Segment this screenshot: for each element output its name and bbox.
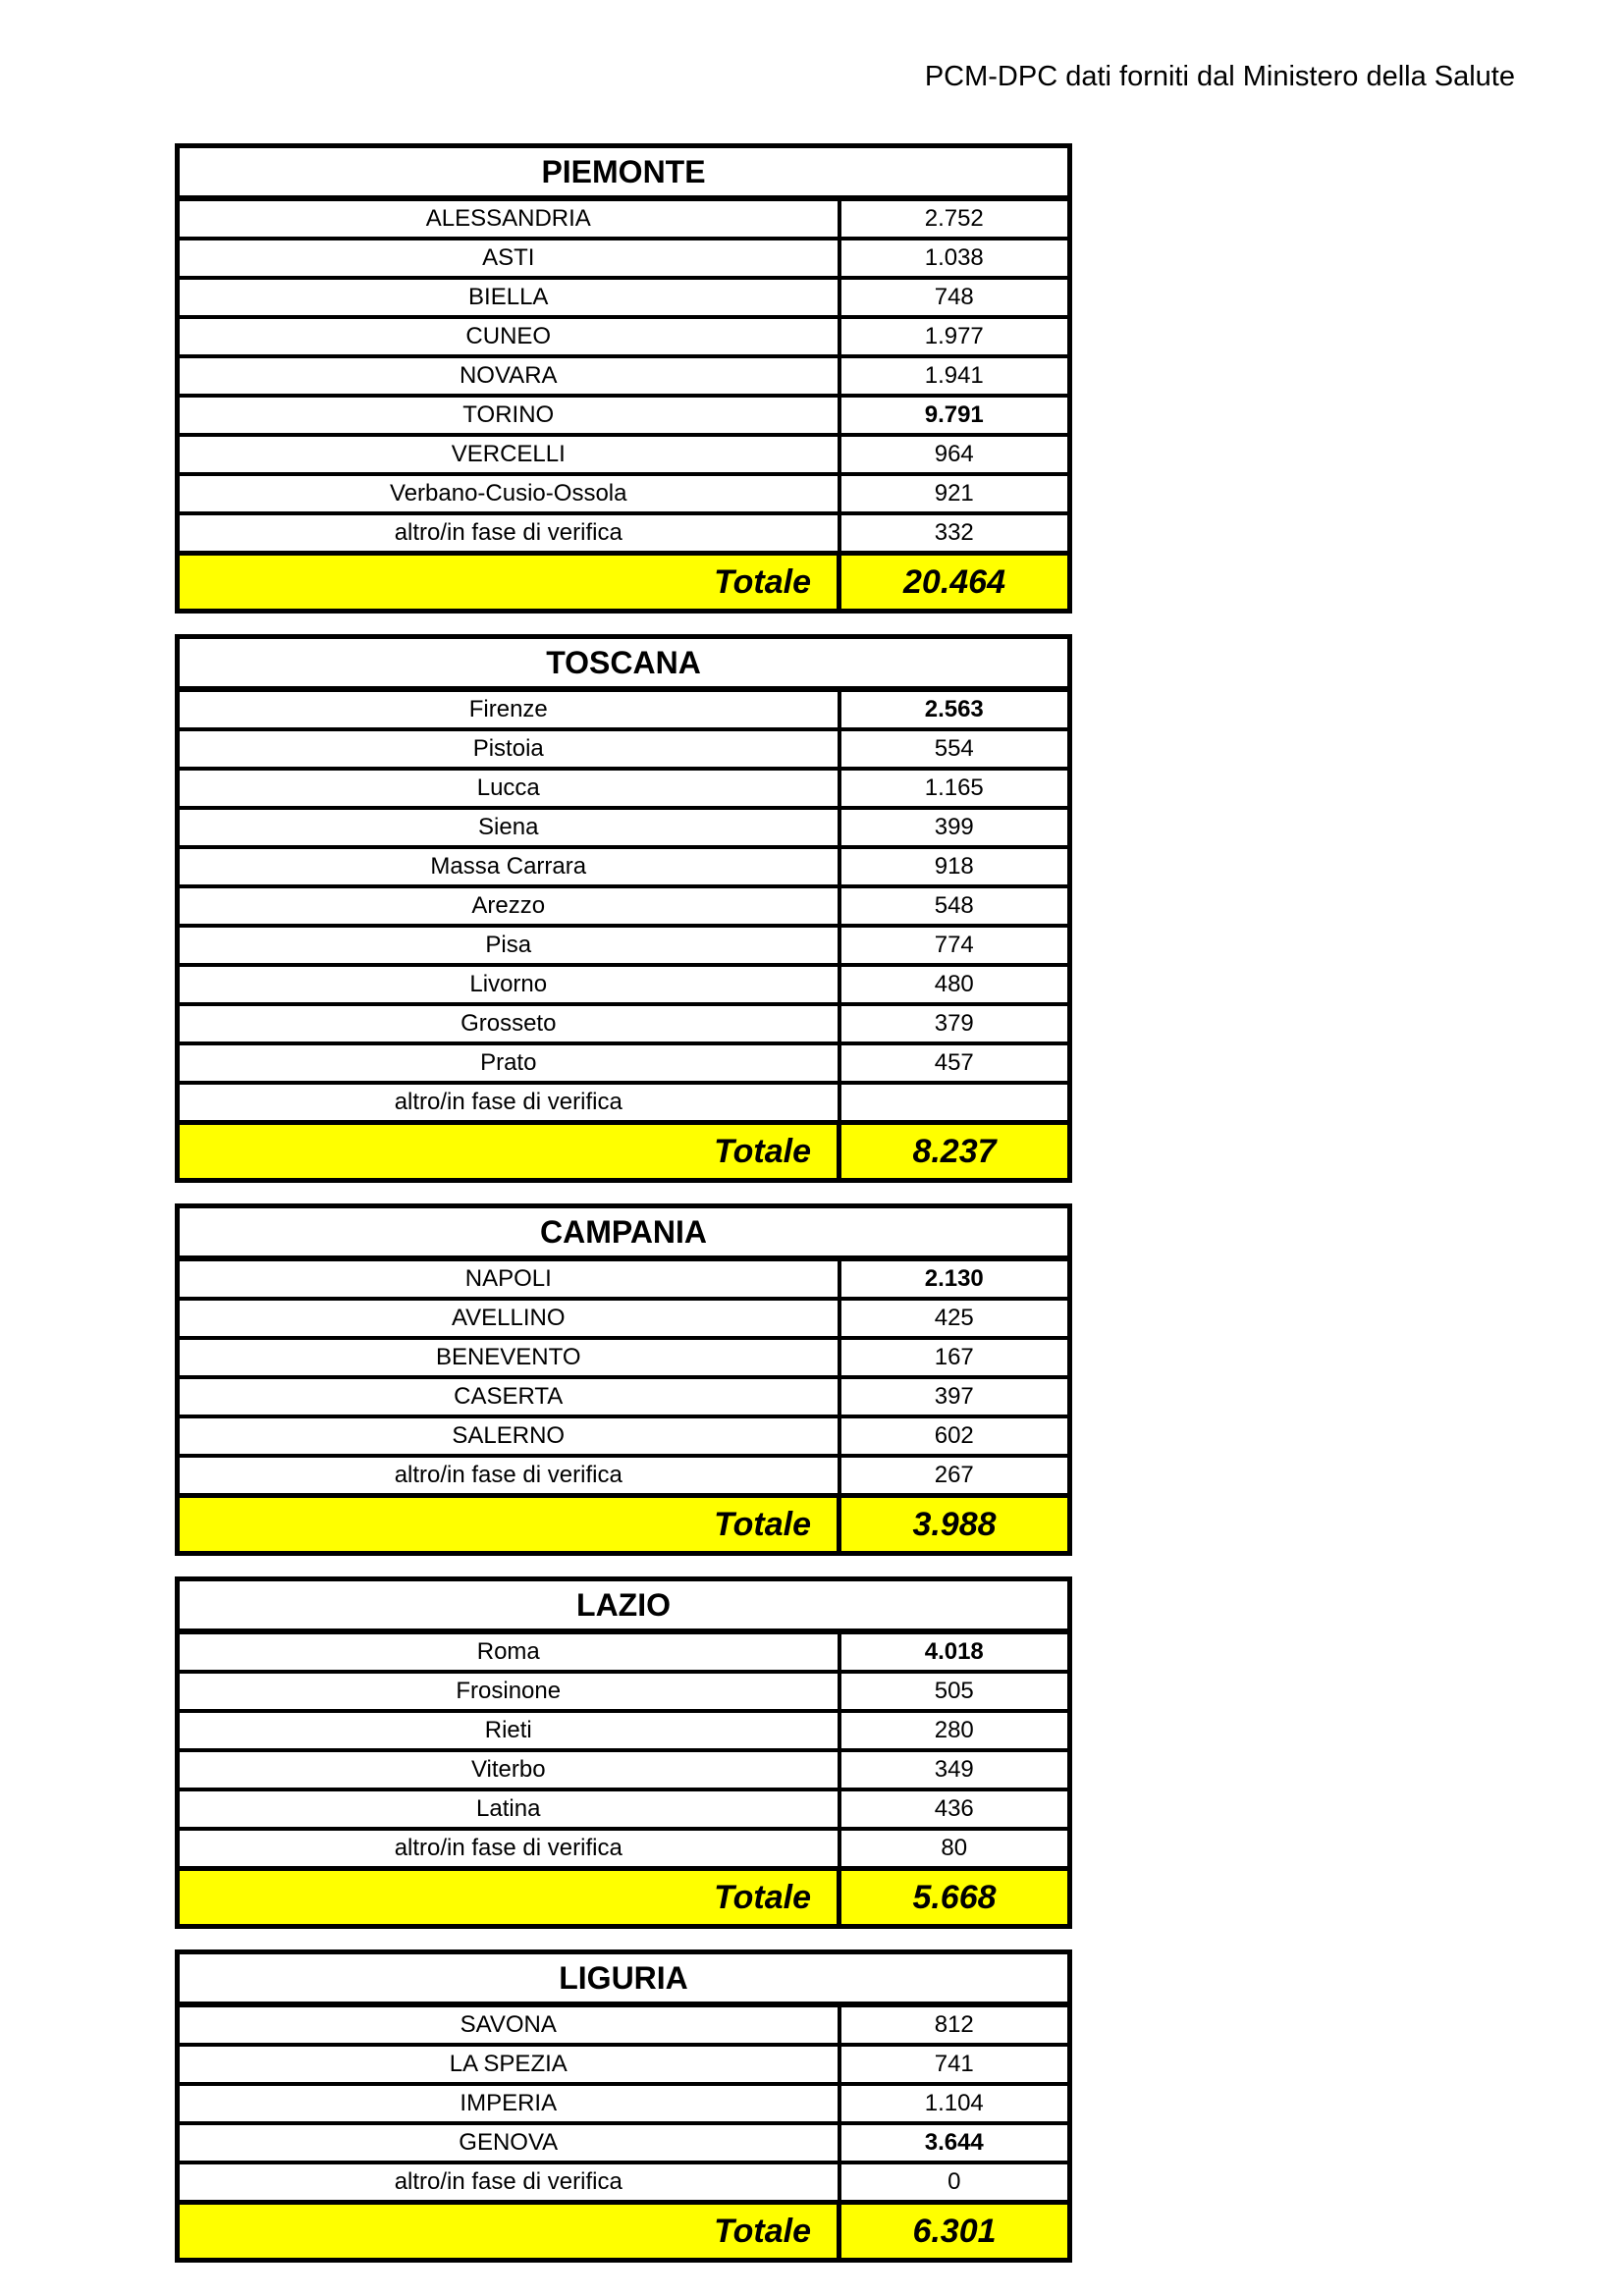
province-value: 918 <box>839 847 1070 886</box>
province-value <box>839 1083 1070 1123</box>
province-value: 748 <box>839 278 1070 317</box>
province-value: 167 <box>839 1338 1070 1377</box>
table-row <box>178 1377 1070 1416</box>
region-table-liguria <box>175 1949 1072 2263</box>
table-row <box>178 1004 1070 1043</box>
region-header-row <box>178 146 1070 199</box>
total-value: 6.301 <box>839 2203 1070 2261</box>
province-label: BENEVENTO <box>178 1338 839 1377</box>
table-row <box>178 808 1070 847</box>
province-label: Arezzo <box>178 886 839 926</box>
total-label: Totale <box>178 1123 839 1181</box>
province-label: Verbano-Cusio-Ossola <box>178 474 839 513</box>
province-value: 9.791 <box>839 396 1070 435</box>
province-label: Frosinone <box>178 1672 839 1711</box>
table-row <box>178 689 1070 729</box>
province-label: altro/in fase di verifica <box>178 1456 839 1496</box>
table-row <box>178 513 1070 554</box>
province-value: 332 <box>839 513 1070 554</box>
province-value: 554 <box>839 729 1070 769</box>
total-value: 20.464 <box>839 554 1070 612</box>
total-row <box>178 1496 1070 1554</box>
table-row <box>178 965 1070 1004</box>
tables-container <box>175 143 1067 2263</box>
province-value: 812 <box>839 2004 1070 2045</box>
table-row <box>178 474 1070 513</box>
table-row <box>178 317 1070 356</box>
table-row <box>178 2163 1070 2203</box>
table-row <box>178 435 1070 474</box>
province-label: ASTI <box>178 239 839 278</box>
region-title: PIEMONTE <box>178 146 1070 199</box>
region-title: TOSCANA <box>178 637 1070 690</box>
province-value: 1.941 <box>839 356 1070 396</box>
province-label: VERCELLI <box>178 435 839 474</box>
total-value: 5.668 <box>839 1869 1070 1927</box>
table-row <box>178 1258 1070 1299</box>
province-label: altro/in fase di verifica <box>178 1083 839 1123</box>
total-value: 3.988 <box>839 1496 1070 1554</box>
province-label: NAPOLI <box>178 1258 839 1299</box>
table-row <box>178 769 1070 808</box>
table-row <box>178 2123 1070 2163</box>
table-row <box>178 1083 1070 1123</box>
province-value: 2.752 <box>839 198 1070 239</box>
province-label: Lucca <box>178 769 839 808</box>
province-value: 1.104 <box>839 2084 1070 2123</box>
province-value: 4.018 <box>839 1631 1070 1672</box>
total-label: Totale <box>178 2203 839 2261</box>
province-value: 548 <box>839 886 1070 926</box>
province-label: IMPERIA <box>178 2084 839 2123</box>
province-label: SAVONA <box>178 2004 839 2045</box>
table-row <box>178 2004 1070 2045</box>
region-header-row <box>178 1579 1070 1632</box>
province-value: 436 <box>839 1789 1070 1829</box>
table-row <box>178 1456 1070 1496</box>
province-label: Rieti <box>178 1711 839 1750</box>
province-label: altro/in fase di verifica <box>178 1829 839 1869</box>
province-value: 602 <box>839 1416 1070 1456</box>
table-row <box>178 926 1070 965</box>
province-value: 425 <box>839 1299 1070 1338</box>
province-label: Pistoia <box>178 729 839 769</box>
province-label: Latina <box>178 1789 839 1829</box>
region-table-lazio <box>175 1576 1072 1929</box>
table-row <box>178 1750 1070 1789</box>
region-title: LAZIO <box>178 1579 1070 1632</box>
province-label: CUNEO <box>178 317 839 356</box>
province-value: 2.563 <box>839 689 1070 729</box>
province-label: ALESSANDRIA <box>178 198 839 239</box>
province-label: Viterbo <box>178 1750 839 1789</box>
province-value: 267 <box>839 1456 1070 1496</box>
document-header-text: PCM-DPC dati forniti dal Ministero della Salute <box>924 61 1515 92</box>
region-table-campania <box>175 1203 1072 1556</box>
province-label: SALERNO <box>178 1416 839 1456</box>
province-label: CASERTA <box>178 1377 839 1416</box>
province-label: Grosseto <box>178 1004 839 1043</box>
province-label: Pisa <box>178 926 839 965</box>
province-value: 480 <box>839 965 1070 1004</box>
total-row <box>178 1869 1070 1927</box>
region-header-row <box>178 1206 1070 1259</box>
table-row <box>178 1789 1070 1829</box>
province-value: 2.130 <box>839 1258 1070 1299</box>
province-value: 3.644 <box>839 2123 1070 2163</box>
province-label: Livorno <box>178 965 839 1004</box>
province-value: 1.038 <box>839 239 1070 278</box>
table-row <box>178 2045 1070 2084</box>
province-value: 1.977 <box>839 317 1070 356</box>
province-label: Prato <box>178 1043 839 1083</box>
province-label: AVELLINO <box>178 1299 839 1338</box>
table-row <box>178 278 1070 317</box>
table-row <box>178 396 1070 435</box>
total-label: Totale <box>178 554 839 612</box>
province-label: altro/in fase di verifica <box>178 513 839 554</box>
province-label: Firenze <box>178 689 839 729</box>
table-row <box>178 1631 1070 1672</box>
province-label: altro/in fase di verifica <box>178 2163 839 2203</box>
table-row <box>178 1829 1070 1869</box>
province-value: 921 <box>839 474 1070 513</box>
total-label: Totale <box>178 1869 839 1927</box>
total-row <box>178 554 1070 612</box>
table-row <box>178 1338 1070 1377</box>
province-label: Roma <box>178 1631 839 1672</box>
region-title: CAMPANIA <box>178 1206 1070 1259</box>
province-value: 280 <box>839 1711 1070 1750</box>
total-label: Totale <box>178 1496 839 1554</box>
table-row <box>178 198 1070 239</box>
region-table-piemonte <box>175 143 1072 614</box>
total-row <box>178 2203 1070 2261</box>
province-label: TORINO <box>178 396 839 435</box>
table-row <box>178 239 1070 278</box>
province-value: 397 <box>839 1377 1070 1416</box>
table-row <box>178 1299 1070 1338</box>
province-value: 457 <box>839 1043 1070 1083</box>
table-row <box>178 1711 1070 1750</box>
table-row <box>178 886 1070 926</box>
province-value: 80 <box>839 1829 1070 1869</box>
province-value: 741 <box>839 2045 1070 2084</box>
province-label: Siena <box>178 808 839 847</box>
province-value: 1.165 <box>839 769 1070 808</box>
table-row <box>178 1416 1070 1456</box>
province-label: NOVARA <box>178 356 839 396</box>
province-label: GENOVA <box>178 2123 839 2163</box>
province-label: LA SPEZIA <box>178 2045 839 2084</box>
table-row <box>178 729 1070 769</box>
table-row <box>178 847 1070 886</box>
table-row <box>178 2084 1070 2123</box>
table-row <box>178 1672 1070 1711</box>
province-value: 964 <box>839 435 1070 474</box>
table-row <box>178 1043 1070 1083</box>
province-label: BIELLA <box>178 278 839 317</box>
total-value: 8.237 <box>839 1123 1070 1181</box>
total-row <box>178 1123 1070 1181</box>
region-title: LIGURIA <box>178 1952 1070 2005</box>
province-label: Massa Carrara <box>178 847 839 886</box>
province-value: 349 <box>839 1750 1070 1789</box>
region-header-row <box>178 637 1070 690</box>
region-header-row <box>178 1952 1070 2005</box>
table-row <box>178 356 1070 396</box>
province-value: 505 <box>839 1672 1070 1711</box>
province-value: 399 <box>839 808 1070 847</box>
province-value: 379 <box>839 1004 1070 1043</box>
region-table-toscana <box>175 634 1072 1183</box>
province-value: 774 <box>839 926 1070 965</box>
province-value: 0 <box>839 2163 1070 2203</box>
